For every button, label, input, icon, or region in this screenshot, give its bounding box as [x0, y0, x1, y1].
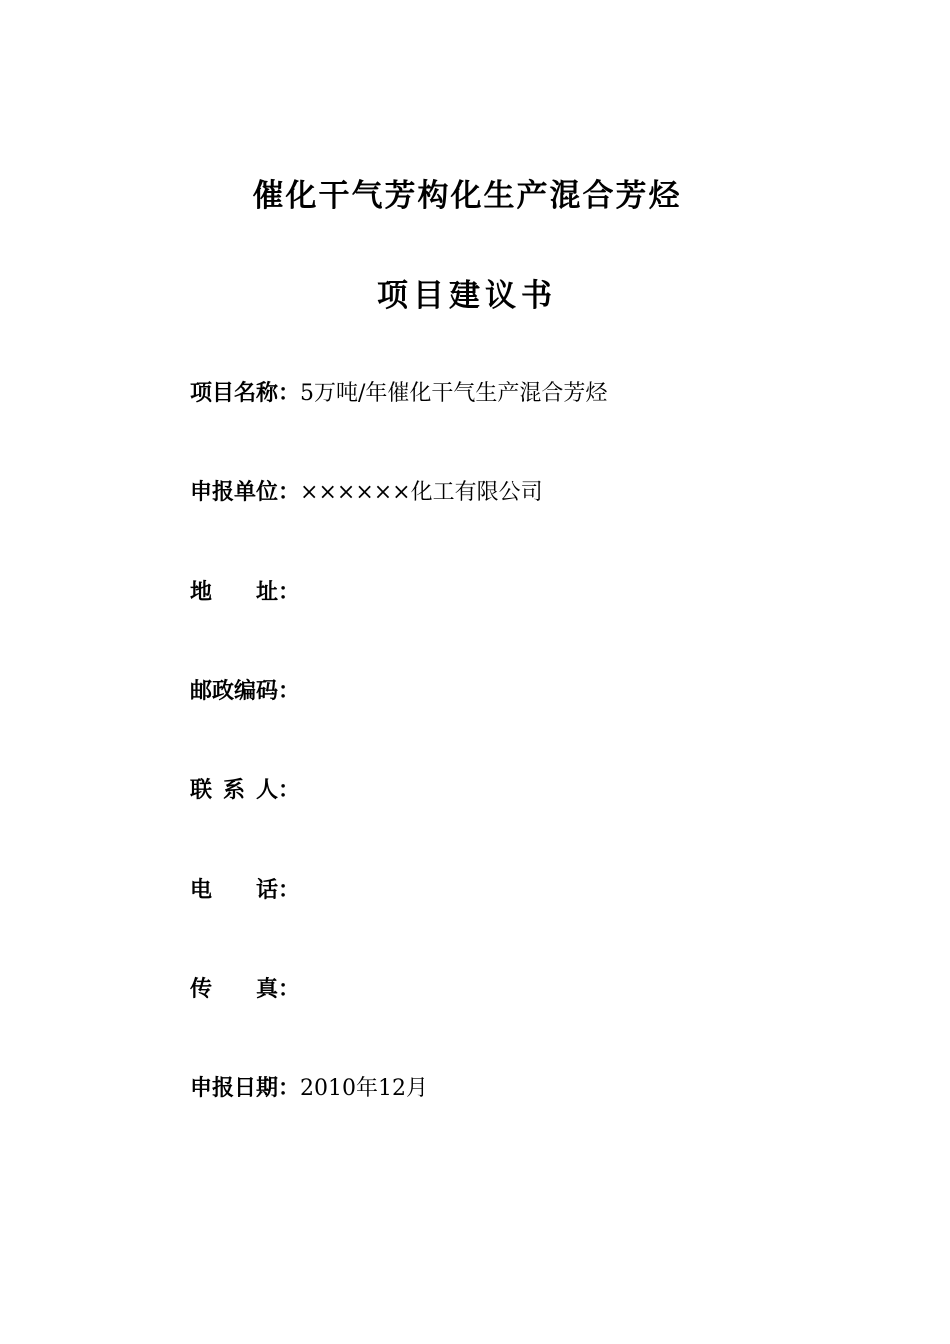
- project-name-label: 项目名称：: [190, 381, 301, 406]
- date-label: 申报日期：: [190, 1076, 301, 1101]
- date-value: 2010年12月: [300, 1076, 428, 1101]
- fax-label-part1: 传: [190, 977, 213, 1002]
- contact-label-part3: 人：: [255, 778, 300, 803]
- field-applicant: [190, 476, 543, 510]
- field-phone: [190, 874, 300, 908]
- postcode-label: 邮政编码：: [190, 679, 301, 704]
- project-name-value: 5万吨/年催化干气生产混合芳烃: [300, 381, 608, 406]
- document-title: 催化干气芳构化生产混合芳烃: [252, 178, 682, 214]
- field-date: [190, 1072, 428, 1106]
- field-project-name: [190, 377, 607, 411]
- phone-label-part1: 电: [190, 878, 213, 903]
- field-contact: [190, 774, 300, 808]
- document-subtitle: 项目建议书: [377, 278, 557, 314]
- field-postcode: [190, 675, 300, 709]
- phone-label-part2: 话：: [255, 878, 300, 903]
- fax-label: [190, 973, 300, 1007]
- fax-label-part2: 真：: [255, 977, 300, 1002]
- field-address: [190, 576, 300, 610]
- address-label-part1: 地: [190, 580, 213, 605]
- field-fax: [190, 973, 300, 1007]
- contact-label-part2: 系: [222, 778, 245, 803]
- contact-label-part1: 联: [190, 778, 213, 803]
- applicant-label: 申报单位：: [190, 480, 301, 505]
- address-label: [190, 576, 300, 610]
- applicant-value: ××××××化工有限公司: [300, 480, 543, 505]
- contact-label: [190, 774, 300, 808]
- address-label-part2: 址：: [255, 580, 300, 605]
- phone-label: [190, 874, 300, 908]
